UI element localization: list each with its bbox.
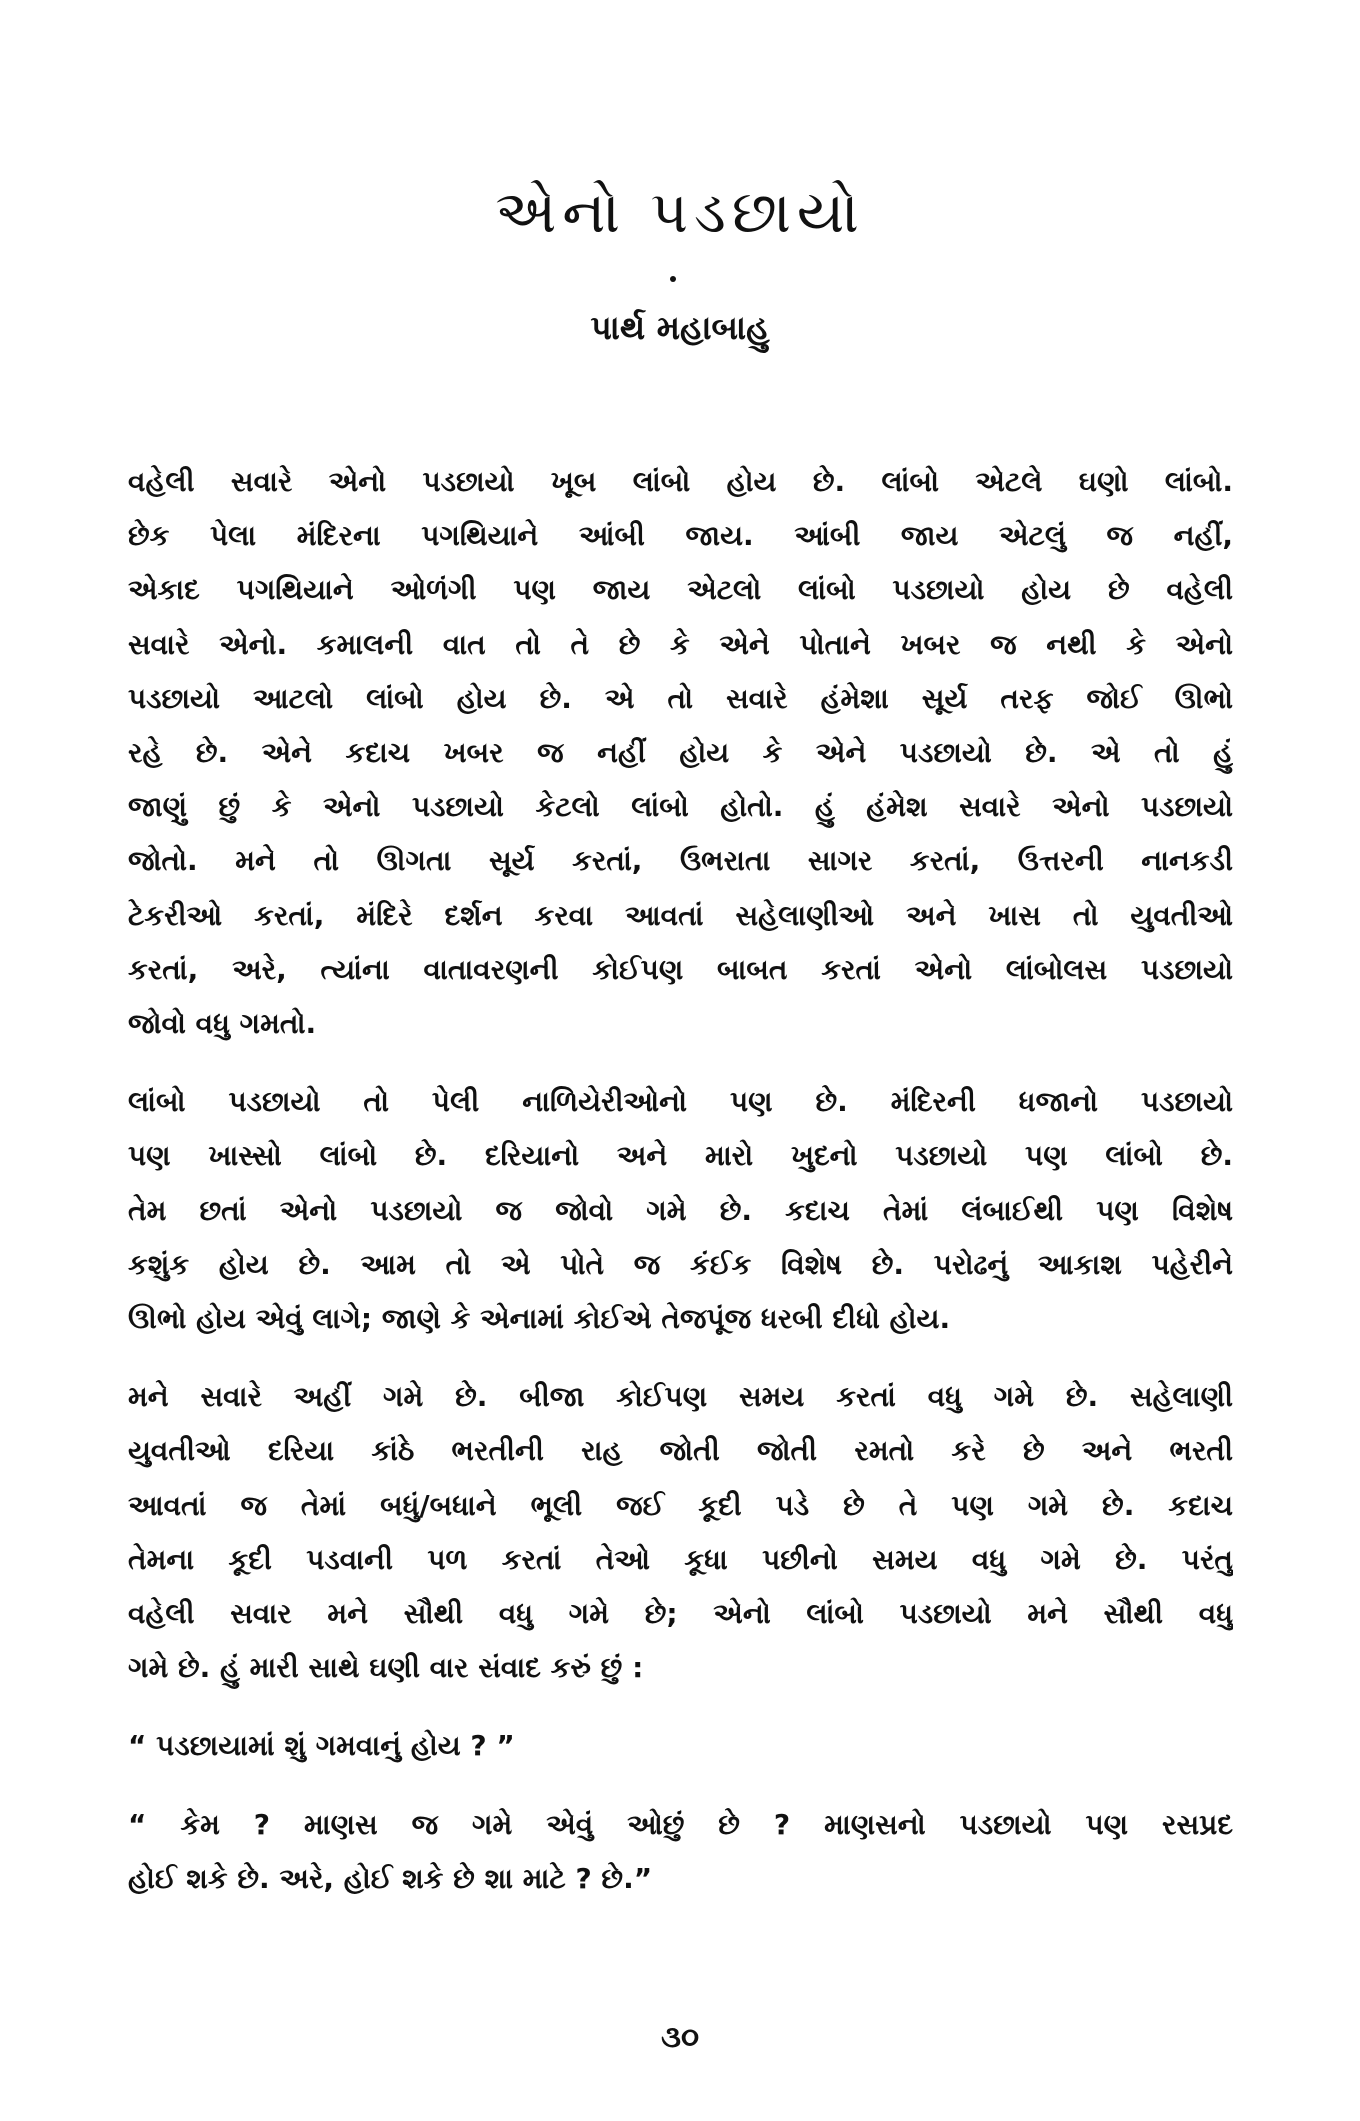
text-line: સવારે એનો. કમાલની વાત તો તે છે કે એને પોતાને ખબર જ નથી કે એનો [128,627,1233,661]
dialogue-answer [128,1798,1233,1906]
text-line: પડછાયો આટલો લાંબો હોય છે. એ તો સવારે હંમેશા સૂર્ય તરફ જોઈ ઊભો [128,681,1233,715]
text-line: ગમે છે. હું મારી સાથે ઘણી વાર સંવાદ કરું છું : [128,1651,644,1685]
text-line: છેક પેલા મંદિરના પગથિયાને આંબી જાય. આંબી જાય એટલું જ નહીં, [128,519,1233,553]
text-line: કશુંક હોય છે. આમ તો એ પોતે જ કંઈક વિશેષ છે. પરોઢનું આકાશ પહેરીને [128,1247,1233,1281]
paragraph-2 [128,1075,1233,1346]
paragraph-spacer [128,1346,1233,1370]
text-line: યુવતીઓ દરિયા કાંઠે ભરતીની રાહ જોતી જોતી રમતો કરે છે અને ભરતી [128,1434,1233,1468]
text-line: “ પડછાયામાં શું ગમવાનું હોય ? ” [128,1729,515,1763]
text-line: જોતો. મને તો ઊગતા સૂર્ય કરતાં, ઉભરાતા સાગર કરતાં, ઉત્તરની નાનકડી [128,844,1233,878]
text-line: તેમ છતાં એનો પડછાયો જ જોવો ગમે છે. કદાચ તેમાં લંબાઈથી પણ વિશેષ [128,1193,1233,1227]
paragraph-1 [128,455,1233,1051]
dialogue-question [128,1719,1233,1773]
text-line: મને સવારે અહીં ગમે છે. બીજા કોઈપણ સમય કરતાં વધુ ગમે છે. સહેલાણી [128,1380,1233,1414]
chapter-title: એનો પડછાયો [495,178,865,246]
text-line: ઊભો હોય એવું લાગે; જાણે કે એનામાં કોઈએ તેજપૂંજ ધરબી દીધો હોય. [128,1302,951,1336]
text-line: વહેલી સવારે એનો પડછાયો ખૂબ લાંબો હોય છે. લાંબો એટલે ઘણો લાંબો. [128,465,1233,498]
text-line: લાંબો પડછાયો તો પેલી નાળિયેરીઓનો પણ છે. મંદિરની ધજાનો પડછાયો [128,1085,1233,1119]
title-ornament-dot [670,276,676,282]
text-line: હોઈ શકે છે. અરે, હોઈ શકે છે શા માટે ? છે.” [128,1861,653,1895]
paragraph-3 [128,1370,1233,1695]
text-line: રહે છે. એને કદાચ ખબર જ નહીં હોય કે એને પડછાયો છે. એ તો હું [128,736,1233,770]
author-name: પાર્થ મહાબાહુ [590,308,770,347]
body-text [128,455,1233,1906]
text-line: પણ ખાસ્સો લાંબો છે. દરિયાનો અને મારો ખુદનો પડછાયો પણ લાંબો છે. [128,1139,1233,1173]
text-line: આવતાં જ તેમાં બધું/બધાને ભૂલી જઈ કૂદી પડે છે તે પણ ગમે છે. કદાચ [128,1488,1233,1522]
paragraph-spacer [128,1774,1233,1798]
text-line: એકાદ પગથિયાને ઓળંગી પણ જાય એટલો લાંબો પડછાયો હોય છે વહેલી [128,573,1233,607]
text-line: જાણું છું કે એનો પડછાયો કેટલો લાંબો હોતો. હું હંમેશ સવારે એનો પડછાયો [128,790,1233,824]
text-line: તેમના કૂદી પડવાની પળ કરતાં તેઓ કૂધા પછીનો સમય વધુ ગમે છે. પરંતુ [128,1542,1233,1576]
text-line: “ કેમ ? માણસ જ ગમે એવું ઓછું છે ? માણસનો પડછાયો પણ રસપ્રદ [128,1807,1233,1841]
page-number: ૩૦ [660,2020,700,2055]
text-line: જોવો વધુ ગમતો. [128,1007,317,1041]
text-line: કરતાં, અરે, ત્યાંના વાતાવરણની કોઈપણ બાબત કરતાં એનો લાંબોલસ પડછાયો [128,952,1233,986]
text-line: વહેલી સવાર મને સૌથી વધુ ગમે છે; એનો લાંબો પડછાયો મને સૌથી વધુ [128,1597,1233,1631]
paragraph-spacer [128,1051,1233,1075]
text-line: ટેકરીઓ કરતાં, મંદિરે દર્શન કરવા આવતાં સહેલાણીઓ અને ખાસ તો યુવતીઓ [128,898,1233,932]
paragraph-spacer [128,1695,1233,1719]
